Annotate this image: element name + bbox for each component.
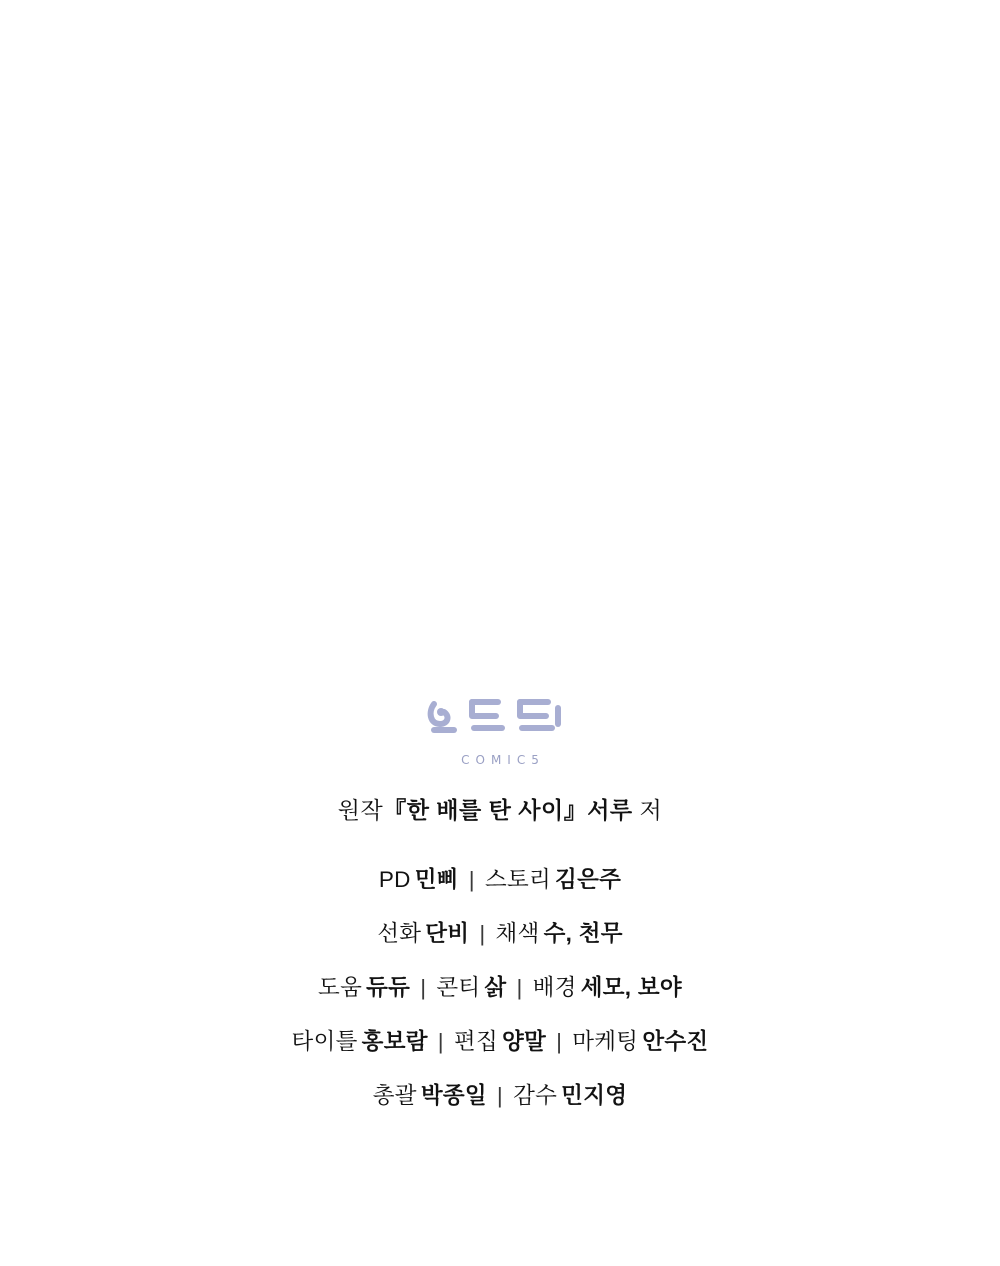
credit-name: 세모, 보야 xyxy=(580,974,682,1000)
credit-role: 채색 xyxy=(495,920,540,946)
credit-name: 수, 천무 xyxy=(543,920,623,946)
original-work-line xyxy=(0,793,1000,828)
origin-suffix: 저 xyxy=(639,797,663,823)
credit-role: 배경 xyxy=(532,974,577,1000)
credit-role: 스토리 xyxy=(484,866,552,892)
credit-role: 총괄 xyxy=(372,1082,417,1108)
origin-close-bracket: 』 xyxy=(563,797,588,823)
credit-name: 김은주 xyxy=(555,866,622,892)
credit-role: 타이틀 xyxy=(291,1028,358,1054)
credit-row xyxy=(0,970,1000,1006)
credit-role: 선화 xyxy=(377,920,422,946)
credit-role: 마케팅 xyxy=(572,1028,639,1054)
credit-role: 감수 xyxy=(513,1082,558,1108)
credit-name: 민지영 xyxy=(561,1082,628,1108)
credit-name: 홍보람 xyxy=(361,1028,428,1054)
credit-name: 단비 xyxy=(425,920,470,946)
credit-name: 듀듀 xyxy=(366,974,411,1000)
credit-role: 편집 xyxy=(453,1028,498,1054)
credit-name: 안수진 xyxy=(642,1028,709,1054)
credit-separator: | xyxy=(468,866,475,892)
origin-title: 한 배를 탄 사이 xyxy=(406,797,564,823)
logo-subtitle: COMIC5 xyxy=(461,753,545,767)
credit-name: 민삐 xyxy=(414,866,459,892)
credit-row xyxy=(0,1078,1000,1114)
credit-row xyxy=(0,1024,1000,1060)
credit-name: 박종일 xyxy=(420,1082,487,1108)
credit-row xyxy=(0,916,1000,952)
credit-separator: | xyxy=(516,974,523,1000)
credit-separator: | xyxy=(479,920,486,946)
origin-author: 서루 xyxy=(587,797,633,823)
credit-role: PD xyxy=(378,866,411,892)
credit-separator: | xyxy=(496,1082,504,1108)
origin-open-bracket: 『 xyxy=(383,797,407,823)
credit-separator: | xyxy=(437,1028,444,1054)
credit-name: 양말 xyxy=(502,1028,547,1054)
origin-prefix: 원작 xyxy=(337,797,384,823)
credit-separator: | xyxy=(556,1028,563,1054)
credit-role: 도움 xyxy=(318,974,363,1000)
credit-row xyxy=(0,862,1000,898)
credit-name: 삵 xyxy=(484,974,507,1000)
credits-block xyxy=(0,690,1000,1114)
publisher-logo xyxy=(0,690,1000,767)
logo-mark-icon xyxy=(424,690,576,746)
credit-role: 콘티 xyxy=(436,974,481,1000)
credit-separator: | xyxy=(420,974,427,1000)
